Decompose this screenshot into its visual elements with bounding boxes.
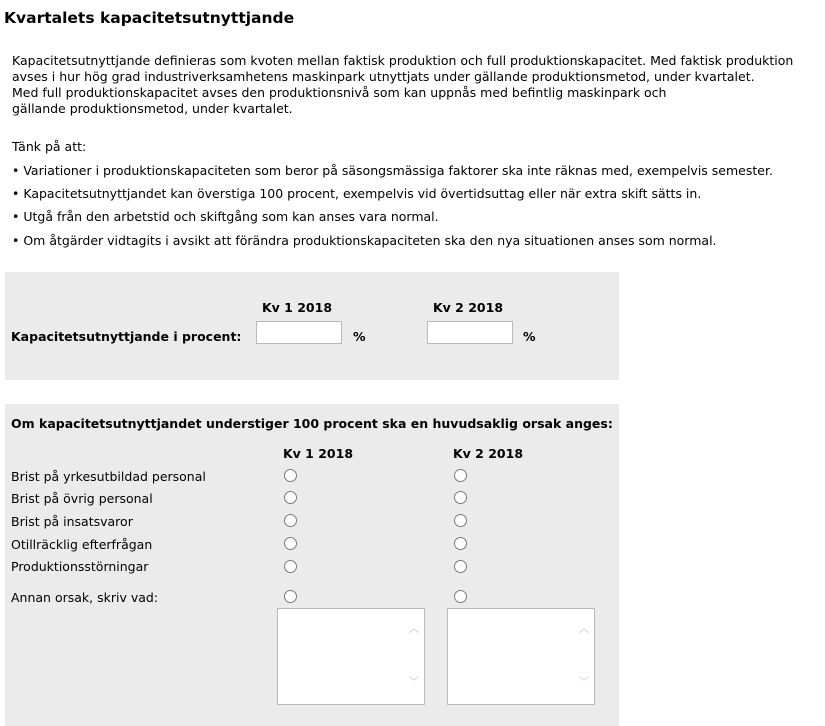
radio-q2-reason-4[interactable] xyxy=(454,537,467,550)
capacity-q1-input[interactable] xyxy=(256,321,342,344)
tank-label: Tänk på att: xyxy=(12,139,87,154)
capacity-q2-header: Kv 2 2018 xyxy=(433,300,504,315)
reasons-q2-header: Kv 2 2018 xyxy=(453,446,524,461)
percent-unit: % xyxy=(523,329,536,344)
reasons-question: Om kapacitetsutnyttjandet understiger 100 procent ska en huvudsaklig orsak anges: xyxy=(11,416,613,431)
radio-q1-reason-2[interactable] xyxy=(284,491,297,504)
radio-q2-reason-1[interactable] xyxy=(454,469,467,482)
intro-line: Kapacitetsutnyttjande definieras som kvoten mellan faktisk produktion och full produktionskapacitet. Med faktisk produktion xyxy=(12,53,794,68)
reason-label: Otillräcklig efterfrågan xyxy=(11,537,153,552)
reason-label: Annan orsak, skriv vad: xyxy=(11,590,159,605)
reason-label: Brist på yrkesutbildad personal xyxy=(11,469,206,484)
reasons-q1-header: Kv 1 2018 xyxy=(283,446,354,461)
bullet-item: • Kapacitetsutnyttjandet kan överstiga 100 procent, exempelvis vid övertidsuttag eller när extra skift sätts in. xyxy=(12,186,702,201)
other-reason-q2-textarea[interactable] xyxy=(447,608,595,705)
capacity-q1-header: Kv 1 2018 xyxy=(262,300,333,315)
intro-line: gällande produktionsmetod, under kvartalet. xyxy=(12,101,293,116)
reason-label: Brist på insatsvaror xyxy=(11,514,133,529)
radio-q1-reason-5[interactable] xyxy=(284,560,297,573)
radio-q1-reason-3[interactable] xyxy=(284,514,297,527)
chevron-down-icon[interactable]: ﹀ xyxy=(579,677,589,688)
bullet-item: • Variationer i produktionskapaciteten som beror på säsongsmässiga faktorer ska inte räknas med, exempelvis semester. xyxy=(12,163,773,178)
intro-line: avses i hur hög grad industriverksamhetens maskinpark utnyttjats under gällande produktionsmetod, under kvartalet. xyxy=(12,69,755,84)
capacity-q2-input[interactable] xyxy=(427,321,513,344)
radio-q1-reason-1[interactable] xyxy=(284,469,297,482)
other-reason-q1-textarea[interactable] xyxy=(277,608,425,705)
reason-label: Brist på övrig personal xyxy=(11,491,153,506)
intro-text xyxy=(12,53,802,117)
textarea-scrollbar[interactable] xyxy=(576,611,592,702)
radio-q2-reason-5[interactable] xyxy=(454,560,467,573)
intro-line: Med full produktionskapacitet avses den produktionsnivå som kan uppnås med befintlig maskinpark och xyxy=(12,85,667,100)
radio-q2-reason-2[interactable] xyxy=(454,491,467,504)
chevron-down-icon[interactable]: ﹀ xyxy=(409,677,419,688)
radio-q2-reason-3[interactable] xyxy=(454,514,467,527)
page-title: Kvartalets kapacitetsutnyttjande xyxy=(4,9,295,27)
bullet-item: • Om åtgärder vidtagits i avsikt att förändra produktionskapaciteten ska den nya situationen anses som normal. xyxy=(12,233,717,248)
radio-q2-reason-6[interactable] xyxy=(454,590,467,603)
reason-label: Produktionsstörningar xyxy=(11,559,149,574)
radio-q1-reason-4[interactable] xyxy=(284,537,297,550)
percent-unit: % xyxy=(353,329,366,344)
radio-q1-reason-6[interactable] xyxy=(284,590,297,603)
chevron-up-icon[interactable]: ︿ xyxy=(579,624,589,635)
bullet-item: • Utgå från den arbetstid och skiftgång som kan anses vara normal. xyxy=(12,209,439,224)
capacity-row-label: Kapacitetsutnyttjande i procent: xyxy=(11,329,242,344)
chevron-up-icon[interactable]: ︿ xyxy=(409,624,419,635)
textarea-scrollbar[interactable] xyxy=(406,611,422,702)
